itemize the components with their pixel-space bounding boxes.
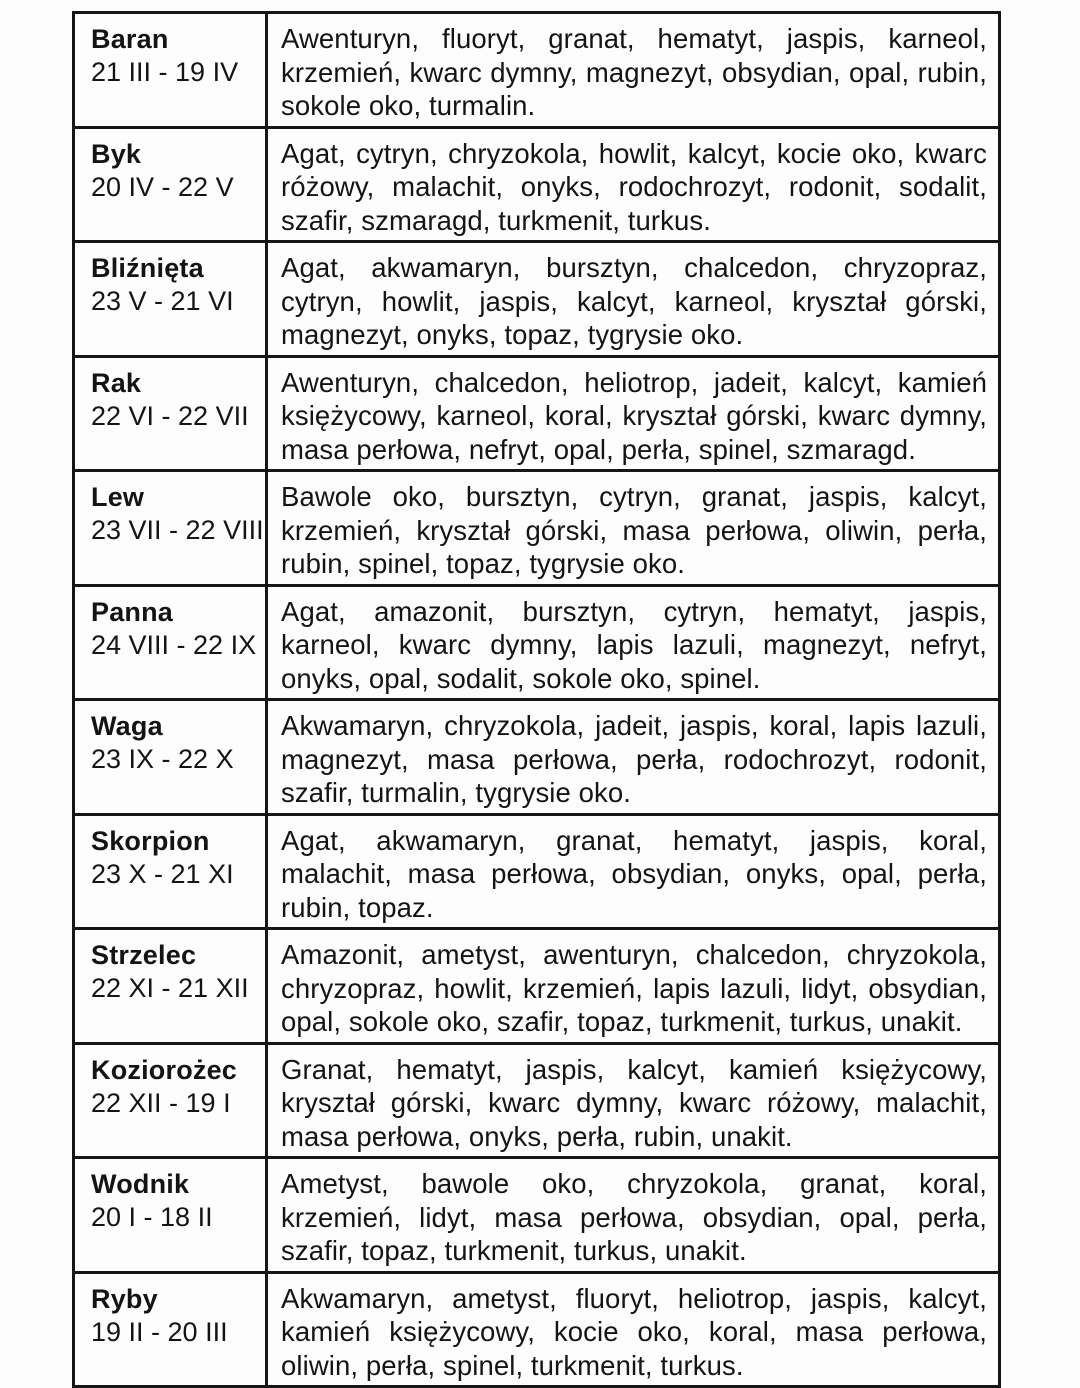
gemstone-list: Agat, amazonit, bursztyn, cytryn, hematyt, jaspis, karneol, kwarc dymny, lapis lazuli, magnezyt, nefryt, onyks, opal, sodalit, sokole oko, spinel. [281,595,987,694]
sign-cell [74,929,267,1044]
stones-cell [267,700,1000,815]
stones-cell [267,356,1000,471]
table-row [74,471,1000,586]
zodiac-date-range: 23 V - 21 VI [91,286,234,316]
table-row [74,356,1000,471]
zodiac-date-range: 23 VII - 22 VIII [91,515,264,545]
zodiac-sign-name: Byk [91,138,142,169]
table-row [74,13,1000,128]
sign-cell [74,1043,267,1158]
gemstone-list: Bawole oko, bursztyn, cytryn, granat, jaspis, kalcyt, krzemień, kryształ górski, masa perłowa, oliwin, perła, rubin, spinel, topaz, tygrysie oko. [281,481,987,579]
stones-cell [267,1158,1000,1273]
table-row [74,929,1000,1044]
stones-cell [267,1043,1000,1158]
gemstone-list: Agat, cytryn, chryzokola, howlit, kalcyt, kocie oko, kwarc różowy, malachit, onyks, rodochrozyt, rodonit, sodalit, szafir, szmaragd, turkmenit, turkus. [281,137,987,236]
zodiac-sign-name: Ryby [91,1283,158,1314]
stones-cell [267,13,1000,128]
sign-cell [74,1158,267,1273]
sign-cell [74,127,267,242]
gemstone-list: Ametyst, bawole oko, chryzokola, granat, koral, krzemień, lidyt, masa perłowa, obsydian, opal, perła, szafir, topaz, turkmenit, turkus, unakit. [281,1168,987,1266]
gemstone-list: Akwamaryn, ametyst, fluoryt, heliotrop, jaspis, kalcyt, kamień księżycowy, kocie oko, koral, masa perłowa, oliwin, perła, spinel, turkmenit, turkus. [281,1282,987,1381]
sign-cell [74,814,267,929]
zodiac-sign-name: Koziorożec [91,1054,238,1085]
zodiac-date-range: 23 IX - 22 X [91,744,234,774]
zodiac-sign-name: Waga [91,711,163,741]
sign-cell [74,585,267,700]
stones-cell [267,242,1000,357]
zodiac-date-range: 20 IV - 22 V [91,171,234,202]
zodiac-sign-name: Rak [91,367,142,398]
gemstone-list: Agat, akwamaryn, granat, hematyt, jaspis, koral, malachit, masa perłowa, obsydian, onyks, opal, perła, rubin, topaz. [281,824,987,923]
table-row [74,1272,1000,1387]
table-row [74,1043,1000,1158]
zodiac-date-range: 20 I - 18 II [91,1202,213,1232]
zodiac-date-range: 23 X - 21 XI [91,858,234,889]
table-row [74,814,1000,929]
stones-cell [267,1272,1000,1387]
gemstone-list: Akwamaryn, chryzokola, jadeit, jaspis, koral, lapis lazuli, magnezyt, masa perłowa, perła, rodochrozyt, rodonit, szafir, turmalin, tygrysie oko. [281,710,987,808]
stones-cell [267,471,1000,586]
zodiac-date-range: 19 II - 20 III [91,1316,228,1347]
table-row [74,585,1000,700]
gemstone-list: Amazonit, ametyst, awenturyn, chalcedon, chryzokola, chryzopraz, howlit, krzemień, lapis lazuli, lidyt, obsydian, opal, sokole oko, szafir, topaz, turkmenit, turkus, unakit. [281,939,987,1037]
table-row [74,1158,1000,1273]
zodiac-gemstone-table [72,11,1001,1388]
stones-cell [267,127,1000,242]
zodiac-sign-name: Panna [91,596,174,627]
zodiac-date-range: 24 VIII - 22 IX [91,629,257,660]
stones-cell [267,929,1000,1044]
sign-cell [74,700,267,815]
zodiac-date-range: 22 VI - 22 VII [91,400,249,431]
sign-cell [74,13,267,128]
zodiac-date-range: 21 III - 19 IV [91,57,239,87]
sign-cell [74,1272,267,1387]
gemstone-list: Awenturyn, chalcedon, heliotrop, jadeit, kalcyt, kamień księżycowy, karneol, koral, kryształ górski, kwarc dymny, masa perłowa, nefryt, opal, perła, spinel, szmaragd. [281,366,987,465]
stones-cell [267,814,1000,929]
zodiac-date-range: 22 XI - 21 XII [91,973,249,1003]
zodiac-sign-name: Skorpion [91,825,210,856]
zodiac-table-body [74,13,1000,1387]
gemstone-list: Granat, hematyt, jaspis, kalcyt, kamień księżycowy, kryształ górski, kwarc dymny, kwarc różowy, malachit, masa perłowa, onyks, perła, rubin, unakit. [281,1053,987,1152]
zodiac-date-range: 22 XII - 19 I [91,1087,231,1118]
zodiac-sign-name: Wodnik [91,1169,190,1199]
zodiac-sign-name: Bliźnięta [91,253,204,283]
sign-cell [74,356,267,471]
table-row [74,127,1000,242]
zodiac-sign-name: Lew [91,482,145,512]
sign-cell [74,242,267,357]
table-row [74,242,1000,357]
sign-cell [74,471,267,586]
gemstone-list: Awenturyn, fluoryt, granat, hematyt, jaspis, karneol, krzemień, kwarc dymny, magnezyt, obsydian, opal, rubin, sokole oko, turmalin. [281,23,987,121]
gemstone-list: Agat, akwamaryn, bursztyn, chalcedon, chryzopraz, cytryn, howlit, jaspis, kalcyt, karneol, kryształ górski, magnezyt, onyks, topaz, tygrysie oko. [281,252,987,350]
table-row [74,700,1000,815]
zodiac-sign-name: Baran [91,24,169,54]
zodiac-sign-name: Strzelec [91,940,197,970]
stones-cell [267,585,1000,700]
